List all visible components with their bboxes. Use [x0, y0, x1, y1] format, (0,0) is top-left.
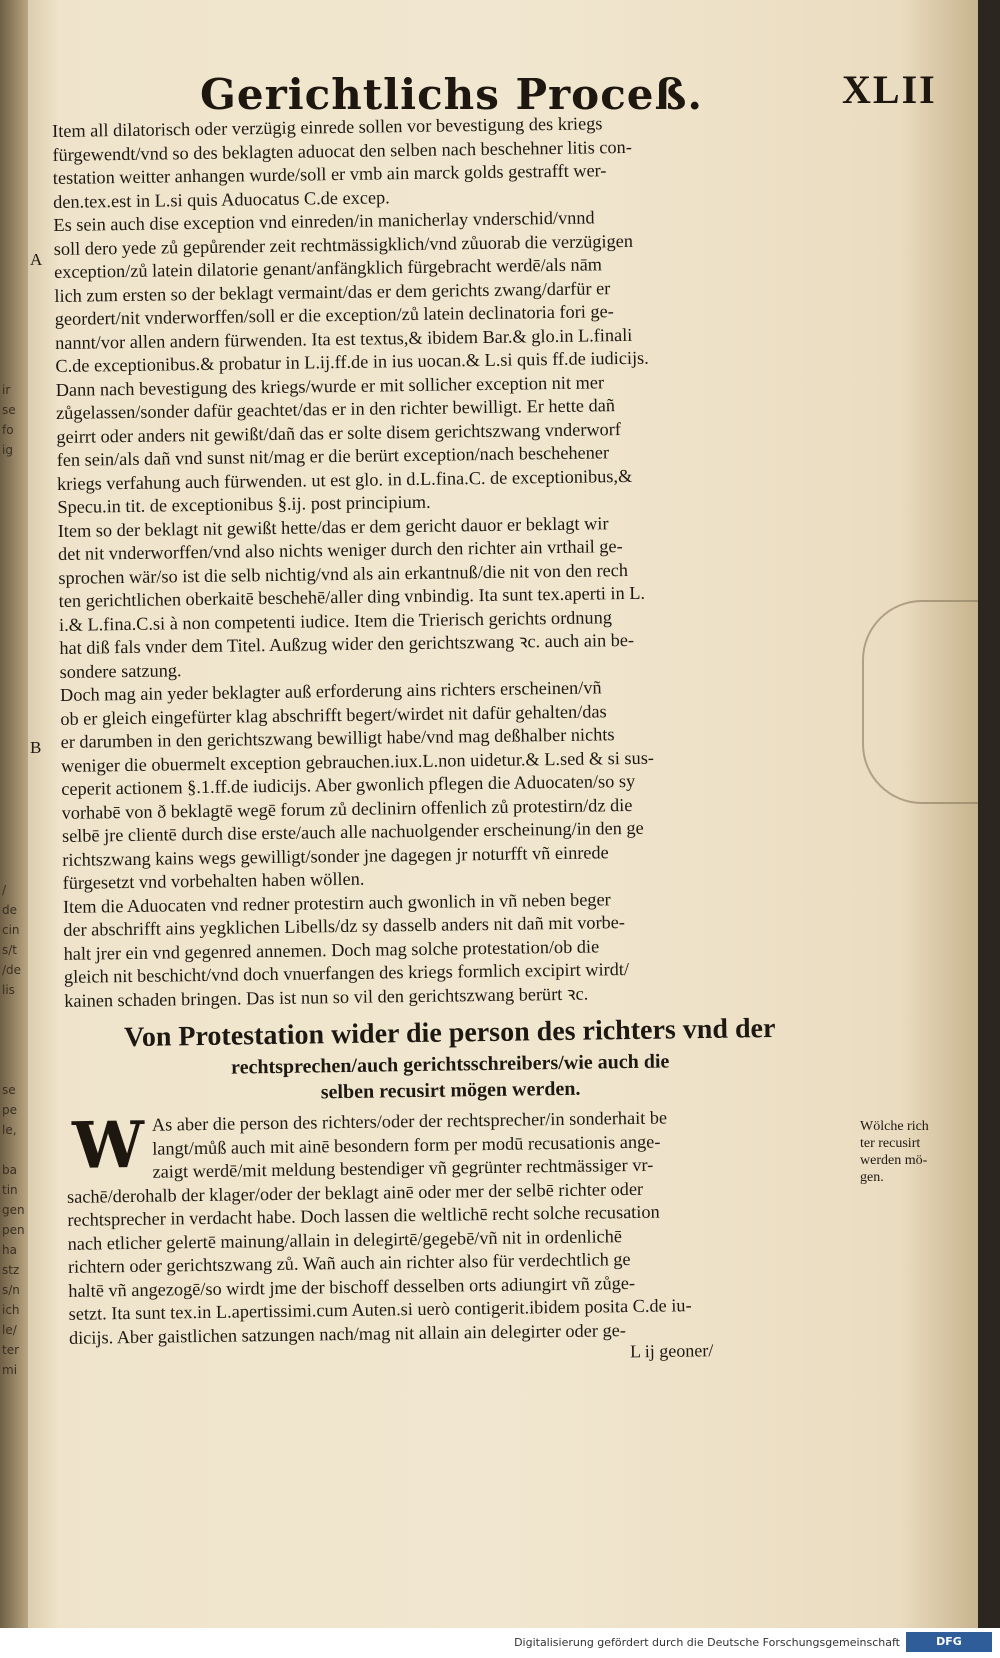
previous-page-fragment	[2, 860, 28, 880]
text-line: det nit vnderworffen/vnd also nichts weniger durch den richter ain vrthail ge-	[57, 536, 623, 564]
text-line: fürgewendt/vnd so des beklagten aduocat den selben nach beschehner litis con-	[52, 136, 632, 165]
text-line: As aber die person des richters/oder der rechtsprecher/in sonderhait be	[151, 1107, 668, 1135]
previous-page-fragment	[2, 500, 28, 520]
catchwords: L ij geoner/	[629, 1340, 714, 1362]
previous-page-fragment	[2, 660, 28, 680]
text-line: richtszwang kains wegs gewilligt/sonder jne dagegen jr noturfft vñ einrede	[62, 841, 609, 870]
previous-page-fragment: pen	[2, 1223, 25, 1237]
previous-page-fragment: le,	[2, 1123, 17, 1137]
previous-page-fragment	[2, 640, 28, 660]
previous-page-fragment	[2, 540, 28, 560]
previous-page-fragment	[2, 800, 28, 820]
paragraph-6-lines	[66, 1104, 839, 1350]
previous-page-fragment	[2, 620, 28, 640]
text-line: langt/můß auch mit ainē besondern form per modū recusationis ange-	[152, 1131, 661, 1159]
previous-page-fragment: ir	[2, 383, 11, 397]
folio-number: XLII	[842, 67, 937, 112]
previous-page-fragment: /de	[2, 963, 22, 977]
previous-page-fragment: de	[2, 903, 17, 917]
previous-page-fragment: tin	[2, 1183, 18, 1197]
previous-page-fragment	[2, 820, 28, 840]
text-line: sachē/derohalb der klager/oder der beklagt ainē oder mer der selbē richter oder	[66, 1178, 644, 1207]
text-line: Item all dilatorisch oder verzügig einrede sollen vor bevestigung des kriegs	[52, 113, 603, 141]
previous-page-fragment	[2, 600, 28, 620]
previous-page-fragment: ter	[2, 1343, 20, 1357]
previous-page-fragment	[2, 1020, 28, 1040]
previous-page-fragment	[2, 680, 28, 700]
text-line: lich zum ersten so der beklagt vermaint/das er dem gerichts zwang/darfür er	[54, 277, 611, 306]
text-line: gleich nit beschicht/vnd doch vnuerfangen des kriegs formlich excipirt wirdt/	[63, 959, 630, 987]
paragraph-3	[58, 509, 830, 684]
text-line: Item die Aduocaten vnd redner protestirn auch gwonlich in vñ neben beger	[62, 888, 611, 917]
running-title: Gerichtlichs Proceß.	[200, 70, 704, 119]
text-line: sondere satzung.	[59, 659, 182, 682]
paragraph-6	[66, 1104, 839, 1350]
previous-page-fragment: pe	[2, 1103, 17, 1117]
section-heading-line-1: Von Protestation wider die person des richters vnd der	[123, 1012, 776, 1054]
side-note-line: gen.	[860, 1170, 884, 1185]
paragraph-1	[52, 109, 823, 214]
drop-cap: W	[71, 1107, 145, 1184]
previous-page-fragment	[2, 780, 28, 800]
text-line: exception/zů latein dilatorie genant/anfängklich fürgebracht werdē/als nām	[53, 254, 603, 282]
previous-page-fragment	[2, 1000, 28, 1020]
text-line: ob er gleich eingefürter klag abschrifft begert/wirdet nit dafür gehalten/das	[60, 700, 607, 729]
previous-page-fragment	[2, 700, 28, 720]
previous-page-fragment	[2, 840, 28, 860]
side-note-line: ter recusirt	[860, 1136, 921, 1151]
previous-page-fragment: stz	[2, 1263, 20, 1277]
side-note-line: Wölche rich	[860, 1119, 929, 1134]
main-text-block	[52, 109, 839, 1350]
section-heading-line-3: selben recusirt mögen werden.	[320, 1077, 581, 1104]
text-line: selbē jre clientē durch dise erste/auch alle nachuolgender erscheinung/in den ge	[61, 817, 644, 846]
text-line: geordert/nit vnderworffen/soll er die exception/zů latein declinatoria fori ge-	[54, 301, 614, 329]
previous-page-fragment	[2, 560, 28, 580]
text-line: Dann nach bevestigung des kriegs/wurde er mit sollicher exception nit mer	[55, 371, 605, 400]
text-line: den.tex.est in L.si quis Aduocatus C.de excep.	[52, 186, 390, 212]
text-line: hat diß fals vnder dem Titel. Außzug wider den gerichtszwang ꝛc. auch ain be-	[59, 629, 635, 658]
previous-page-fragment	[2, 580, 28, 600]
text-line: zaigt werdē/mit meldung bestendiger vñ gegrünter rechtmässiger vr-	[152, 1154, 654, 1182]
previous-page-margin	[2, 380, 28, 1380]
text-line: testation weitter anhangen wurde/soll er vmb ain marck golds gestrafft wer-	[52, 160, 607, 188]
previous-page-fragment: mi	[2, 1363, 18, 1377]
text-line: vorhabē von ð beklagtē wegē forum zů declinirn offenlich zů protestirn/dz die	[61, 794, 633, 823]
text-line: soll dero yede zů gepůrender zeit rechtmässigklich/vnd zůuorab die verzügigen	[53, 230, 634, 259]
margin-letter-b: B	[30, 738, 42, 757]
previous-page-fragment	[2, 480, 28, 500]
text-line: ten gerichtlichen oberkaitē beschehē/aller ding vnbindig. Ita sunt tex.aperti in L.	[58, 582, 646, 611]
previous-page-fragment	[2, 760, 28, 780]
footer-bar	[0, 1628, 1000, 1658]
text-line: der abschrifft ains yegklichen Libells/dz sy dasselb anders nit dañ mit vorbe-	[63, 912, 626, 940]
previous-page-fragment	[2, 720, 28, 740]
previous-page-fragment	[2, 740, 28, 760]
previous-page-fragment	[2, 460, 28, 480]
previous-page-fragment: /	[2, 883, 7, 897]
paragraph-4	[60, 673, 833, 895]
text-line: nannt/vor allen andern fürwenden. Ita est textus,& ibidem Bar.& glo.in L.finali	[54, 324, 633, 353]
text-line: fen sein/als dañ vnd sunst nit/mag er die berürt exception/nach beschehener	[56, 442, 610, 470]
text-line: i.& L.fina.C.si à non competenti iudice. Item die Trierisch gerichts ordnung	[58, 606, 613, 635]
text-line: halt jrer ein vnd gegenred annemen. Doch mag solche protestation/ob die	[63, 935, 600, 964]
section-heading	[65, 1010, 836, 1109]
text-line: dicijs. Aber gaistlichen satzungen nach/mag nit allain ain delegirter oder ge-	[68, 1319, 626, 1348]
text-line: er darumben in den gerichtszwang bewilligt habe/vnd mag deßhalber nichts	[60, 724, 615, 752]
previous-page-fragment	[2, 520, 28, 540]
margin-letter-a: A	[30, 250, 43, 269]
previous-page-fragment: ich	[2, 1303, 20, 1317]
paragraph-2	[53, 203, 827, 519]
text-line: sprochen wär/so ist die selb nichtig/vnd als ain erkantnuß/die nit von den rech	[58, 559, 629, 588]
text-line: richtern oder gerichtszwang zů. Wañ auch ain richter also für verdechtlich ge	[67, 1249, 631, 1277]
previous-page-fragment: ha	[2, 1243, 17, 1257]
section-heading-line-2: rechtsprechen/auch gerichtsschreibers/wie auch die	[230, 1050, 670, 1079]
text-line: Specu.in tit. de exceptionibus §.ij. post principium.	[57, 491, 431, 517]
previous-page-fragment: se	[2, 403, 16, 417]
dfg-logo: DFG	[906, 1632, 992, 1652]
text-line: rechtsprecher in verdacht habe. Doch lassen die weltlichē recht solche recusation	[67, 1201, 660, 1230]
text-line: ceperit actionem §.1.ff.de iudicijs. Aber gwonlich pflegen die Aduocaten/so sy	[61, 770, 636, 799]
text-line: Doch mag ain yeder beklagter auß erforderung ains richters erscheinen/vñ	[59, 677, 602, 705]
previous-page-fragment	[2, 1060, 28, 1080]
side-note-line: werden mö-	[860, 1153, 928, 1168]
previous-page-fragment: gen	[2, 1203, 25, 1217]
previous-page-fragment: cin	[2, 923, 20, 937]
text-line: C.de exceptionibus.& probatur in L.ij.ff.de in ius uocan.& L.si quis ff.de iudicijs.	[55, 347, 649, 376]
previous-page-fragment: se	[2, 1083, 16, 1097]
text-line: haltē vñ angezogē/so wirdt jme der bischoff desselben orts adiungirt vñ zůge-	[68, 1272, 636, 1301]
text-line: Es sein auch dise exception vnd einreden/in manicherlay vnderschid/vnnd	[53, 207, 595, 235]
previous-page-fragment: s/t	[2, 943, 17, 957]
previous-page-fragment: ig	[2, 443, 13, 457]
text-line: Item so der beklagt nit gewißt hette/das er dem gericht dauor er beklagt wir	[57, 512, 609, 541]
previous-page-fragment: fo	[2, 423, 14, 437]
text-line: geirrt oder anders nit gewißt/dañ das er solte disem gerichtszwang vnderworf	[56, 418, 622, 447]
previous-page-fragment: ba	[2, 1163, 17, 1177]
text-line: setzt. Ita sunt tex.in L.apertissimi.cum Auten.si uerò contigerit.ibidem posita C.de iu-	[68, 1295, 692, 1324]
previous-page-fragment	[2, 1140, 28, 1160]
side-note	[860, 1118, 960, 1186]
footer-credit: Digitalisierung gefördert durch die Deutsche Forschungsgemeinschaft	[514, 1636, 900, 1649]
text-line: fürgesetzt vnd vorbehalten haben wöllen.	[62, 868, 365, 893]
text-line: weniger die obuermelt exception gebrauchen.iux.L.non uidetur.& L.sed & si sus-	[60, 747, 655, 776]
text-line: kriegs verfahung auch fürwenden. ut est glo. in d.L.fina.C. de exceptionibus,&	[56, 465, 633, 494]
previous-page-fragment	[2, 1040, 28, 1060]
paragraph-5	[63, 885, 835, 1013]
text-line: kainen schaden bringen. Das ist nun so vil den gerichtszwang berürt ꝛc.	[64, 983, 589, 1011]
previous-page-fragment: s/n	[2, 1283, 20, 1297]
text-line: zůgelassen/sonder dafür geachtet/das er in den richter bewilligt. Er hette dañ	[55, 395, 616, 423]
text-line: nach etlicher gelertē mainung/allain in delegirtē/gegebē/vñ nit in ordenlichē	[67, 1225, 623, 1254]
previous-page-fragment: lis	[2, 983, 15, 997]
clasp-mark	[862, 600, 978, 804]
previous-page-fragment: le/	[2, 1323, 17, 1337]
